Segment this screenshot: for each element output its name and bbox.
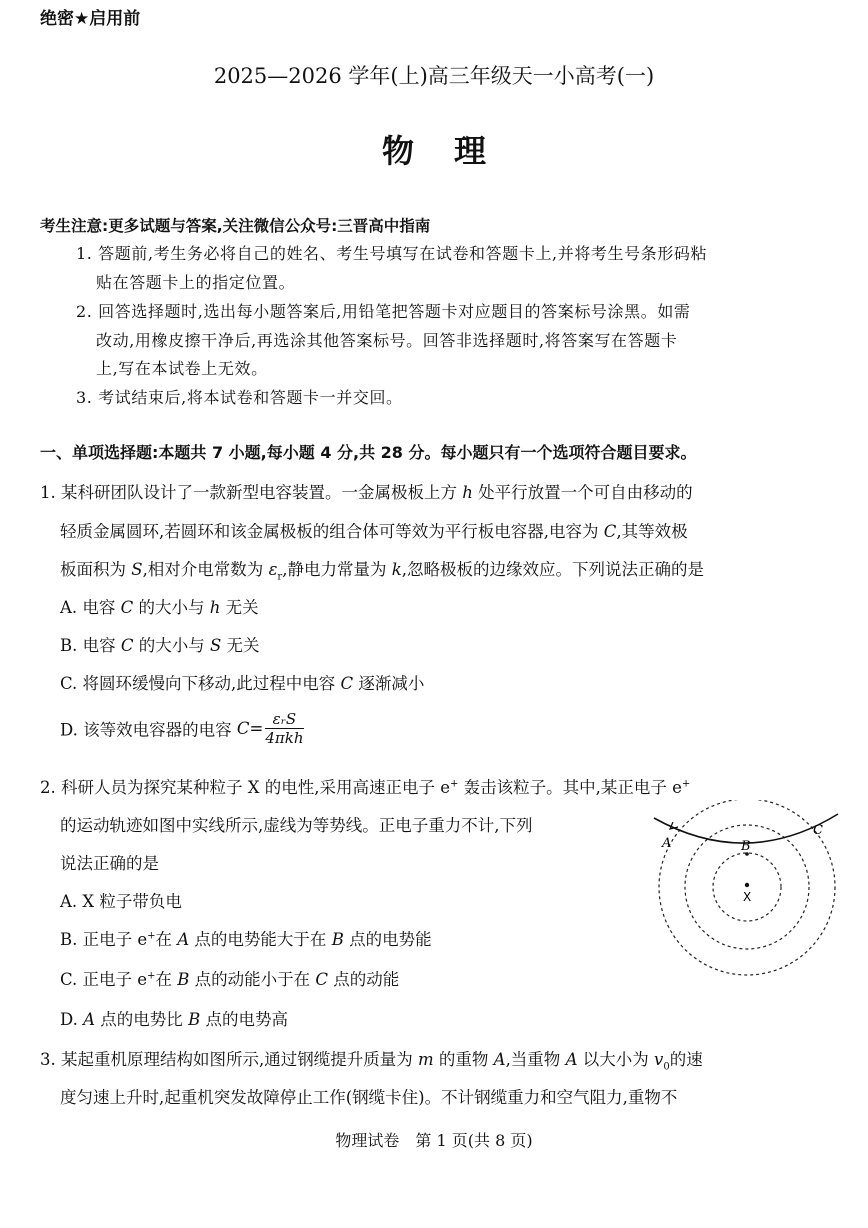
exam-title: 2025—2026 学年(上)高三年级天一小高考(一) <box>213 64 655 88</box>
trajectory-arrow-icon <box>670 822 678 829</box>
particle-x-dot <box>745 883 749 887</box>
question-2-option-b: B. 正电子 e+在 A 点的电势能大于在 B 点的电势能 <box>60 930 432 949</box>
question-1-option-b: B. 电容 C 的大小与 S 无关 <box>60 636 260 655</box>
notice-item-2-line-1: 2. 回答选择题时,选出每小题答案后,用铅笔把答题卡对应题目的答案标号涂黑。如需 <box>76 302 691 321</box>
confidential-mark: 绝密★启用前 <box>40 9 141 29</box>
label-a: A <box>662 836 672 851</box>
notice-item-1-line-1: 1. 答题前,考生务必将自己的姓名、考生号填写在试卷和答题卡上,并将考生号条形码粘 <box>76 244 708 263</box>
label-c: C <box>813 823 823 838</box>
question-3-line-1: 3. 某起重机原理结构如图所示,通过钢缆提升质量为 m 的重物 A,当重物 A 以大小为 $v_0$的速 <box>40 1050 703 1073</box>
notice-heading: 考生注意:更多试题与答案,关注微信公众号:三晋高中指南 <box>40 217 431 235</box>
question-1-line-3: 板面积为 S,相对介电常数为 $\varepsilon_r$,静电力常量为 k,忽略极板的边缘效应。下列说法正确的是 <box>60 560 704 583</box>
page-footer: 物理试卷 第 1 页(共 8 页) <box>335 1131 533 1150</box>
question-2-line-2: 的运动轨迹如图中实线所示,虚线为等势线。正电子重力不计,下列 <box>60 816 533 835</box>
question-2-option-d: D. A 点的电势比 B 点的电势高 <box>60 1010 288 1029</box>
notice-item-2-line-3: 上,写在本试卷上无效。 <box>96 359 268 378</box>
notice-item-1-line-2: 贴在答题卡上的指定位置。 <box>96 273 296 292</box>
capacitance-formula: $\frac{\text{εᵣS}}{\text{4πkh}}$ <box>265 710 304 747</box>
notice-item-3-line-1: 3. 考试结束后,将本试卷和答题卡一并交回。 <box>76 388 403 407</box>
label-b: B <box>741 839 751 854</box>
question-1-option-c: C. 将圆环缓慢向下移动,此过程中电容 C 逐渐减小 <box>60 674 425 693</box>
question-1-option-a: A. 电容 C 的大小与 h 无关 <box>60 598 259 617</box>
label-x: X <box>743 890 752 904</box>
question-1-option-d: D. 该等效电容器的电容 C= $\frac{\text{εᵣS}}{\text{4πkh}}$ <box>60 710 304 747</box>
notice-item-2-line-2: 改动,用橡皮擦干净后,再选涂其他答案标号。回答非选择题时,将答案写在答题卡 <box>96 331 678 350</box>
question-2-option-a: A. X 粒子带负电 <box>60 892 182 911</box>
section-1-heading: 一、单项选择题:本题共 7 小题,每小题 4 分,共 28 分。每小题只有一个选项符合题目要求。 <box>40 443 697 462</box>
question-3-line-2: 度匀速上升时,起重机突发故障停止工作(钢缆卡住)。不计钢缆重力和空气阻力,重物不 <box>60 1088 678 1107</box>
question-1-line-2: 轻质金属圆环,若圆环和该金属极板的组合体可等效为平行板电容器,电容为 C,其等效极 <box>60 522 688 541</box>
question-2-line-3: 说法正确的是 <box>60 854 159 873</box>
equipotential-figure <box>648 800 848 1000</box>
question-1-line-1: 1. 某科研团队设计了一款新型电容装置。一金属极板上方 h 处平行放置一个可自由移动的 <box>40 483 693 502</box>
question-2-line-1: 2. 科研人员为探究某种粒子 X 的电性,采用高速正电子 e+ 轰击该粒子。其中,某正电子 e+ <box>40 778 691 797</box>
question-2-option-c: C. 正电子 e+在 B 点的动能小于在 C 点的动能 <box>60 970 400 989</box>
subject-title: 物理 <box>381 132 526 170</box>
